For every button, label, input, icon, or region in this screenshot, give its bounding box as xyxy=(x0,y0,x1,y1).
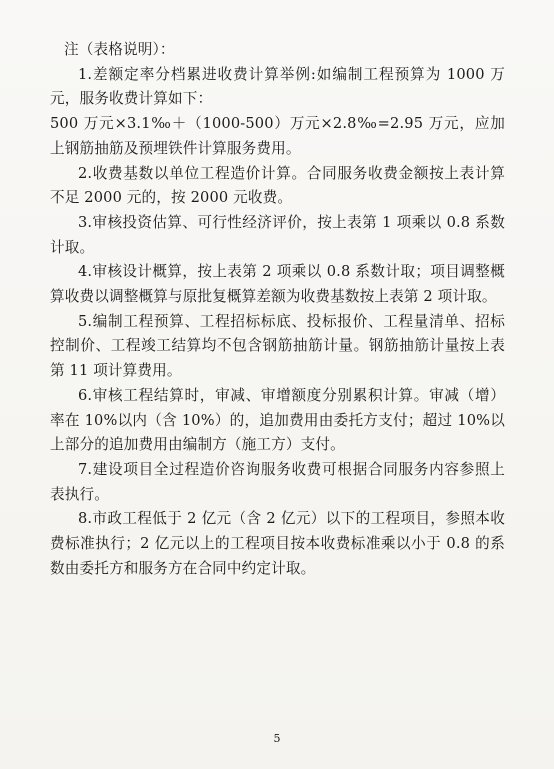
notes-heading: 注（表格说明）： xyxy=(64,41,175,58)
note-1-formula: 500 万元×3.1‰＋（1000-500）万元×2.8‰=2.95 万元，应加上钢筋抽筋及预埋铁件计算服务费用。 xyxy=(50,115,505,157)
notes-section xyxy=(50,38,505,581)
note-6: 6.审核工程结算时，审减、审增额度分别累积计算。审减（增）率在 10%以内（含 10%）的，追加费用由委托方支付；超过 10%以上部分的追加费用由编制方（施工方）支付。 xyxy=(50,386,505,454)
note-3: 3.审核投资估算、可行性经济评价，按上表第 1 项乘以 0.8 系数计取。 xyxy=(50,213,505,256)
note-2: 2.收费基数以单位工程造价计算。合同服务收费金额按上表计算不足 2000 元的，按 2000 元收费。 xyxy=(50,164,505,207)
note-8: 8.市政工程低于 2 亿元（含 2 亿元）以下的工程项目，参照本收费标准执行；2 亿元以上的工程项目按本收费标准乘以小于 0.8 的系数由委托方和服务方在合同中约定计取。 xyxy=(50,510,505,577)
note-5: 5.编制工程预算、工程招标标底、投标报价、工程量清单、招标控制价、工程竣工结算均不包含钢筋抽筋计量。钢筋抽筋计量按上表第 11 项计算费用。 xyxy=(50,312,505,380)
note-1: 1.差额定率分档累进收费计算举例:如编制工程预算为 1000 万元，服务收费计算如下： xyxy=(50,65,505,108)
note-7: 7.建设项目全过程造价咨询服务收费可根据合同服务内容参照上表执行。 xyxy=(50,460,505,503)
page-number: 5 xyxy=(273,732,281,745)
note-4: 4.审核设计概算，按上表第 2 项乘以 0.8 系数计取；项目调整概算收费以调整概算与原批复概算差额为收费基数按上表第 2 项计取。 xyxy=(50,263,505,306)
